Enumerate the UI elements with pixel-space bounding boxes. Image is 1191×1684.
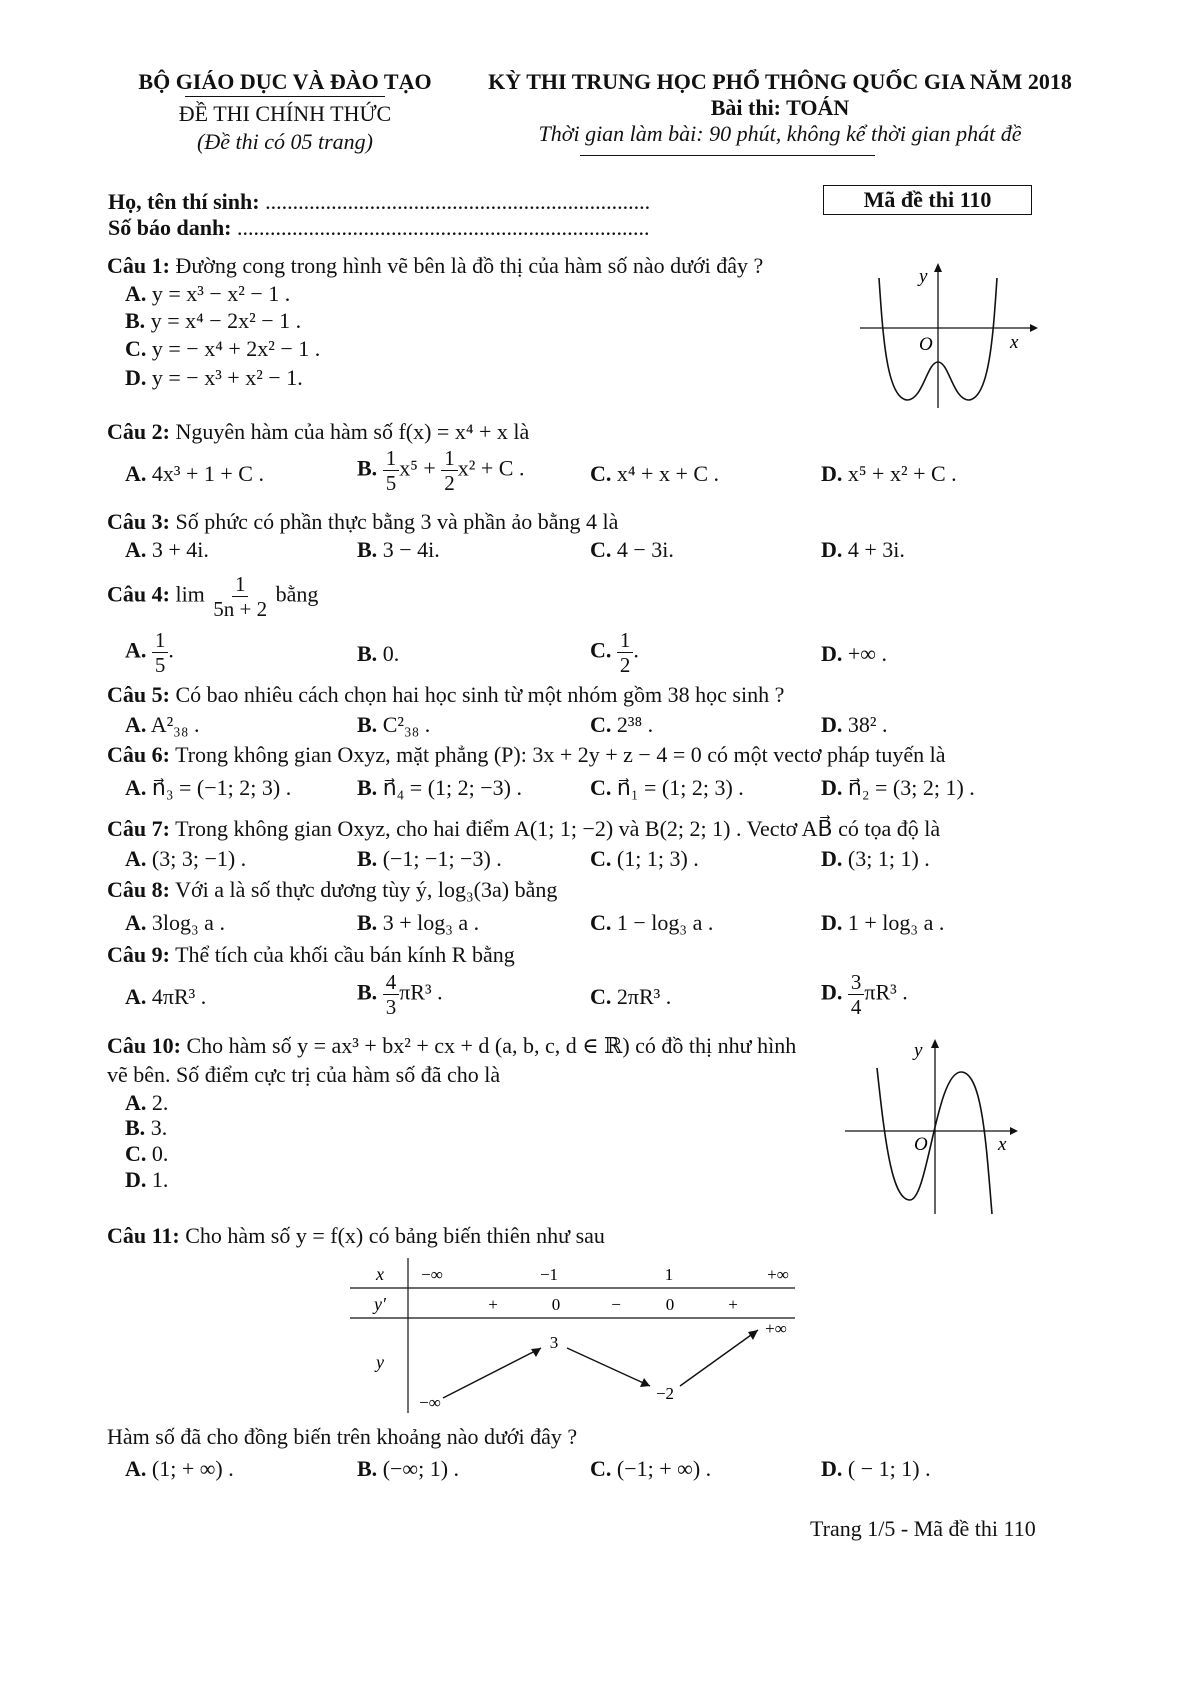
vtab-arrow-3	[680, 1330, 758, 1386]
page-footer: Trang 1/5 - Mã đề thi 110	[810, 1516, 1036, 1541]
q11-text: Cho hàm số y = f(x) có bảng biến thiên như sau	[185, 1223, 605, 1248]
q10-a-label: A.	[125, 1090, 147, 1115]
vtab-sign-0: +	[488, 1295, 498, 1314]
q5-b-label: B.	[357, 712, 378, 737]
q7-d-text: (3; 1; 1) .	[847, 846, 930, 871]
vtab-sign-2: −	[611, 1295, 621, 1314]
q9-stem	[107, 941, 515, 969]
ministry-underline	[185, 96, 385, 97]
q2-c-text: x⁴ + x + C .	[616, 461, 720, 486]
q4-option-b[interactable]	[357, 640, 399, 668]
official-label: ĐỀ THI CHÍNH THỨC	[178, 101, 392, 126]
vtab-arrowhead-3	[748, 1330, 758, 1340]
q4-option-c[interactable]	[590, 628, 639, 677]
q4-a-end: .	[168, 637, 174, 663]
q5-c-label: C.	[590, 712, 612, 737]
q9-option-d[interactable]	[821, 970, 908, 1019]
q1-option-c[interactable]	[125, 335, 320, 363]
q10-option-c[interactable]	[125, 1140, 168, 1168]
q4-stem	[107, 572, 318, 621]
candidate-id-line	[108, 214, 650, 242]
ministry-title: BỘ GIÁO DỤC VÀ ĐÀO TẠO	[138, 69, 432, 94]
q6-a-label: A.	[125, 775, 147, 800]
q6-label: Câu 6:	[107, 742, 170, 767]
q2-b-label: B.	[357, 455, 378, 481]
q1-graph	[855, 258, 1040, 413]
q2-option-b[interactable]	[357, 446, 524, 495]
q1-y-arrow	[934, 263, 942, 272]
q5-d-text: 38² .	[847, 712, 888, 737]
q11-option-c[interactable]	[590, 1455, 711, 1483]
q7-option-c[interactable]	[590, 845, 699, 873]
q7-c-label: C.	[590, 846, 612, 871]
q8-stem	[107, 876, 557, 904]
q1-b-label: B.	[125, 308, 146, 333]
q3-a-label: A.	[125, 537, 147, 562]
q7-option-a[interactable]	[125, 845, 246, 873]
q11-d-text: ( − 1; 1) .	[847, 1456, 931, 1481]
q4-option-a[interactable]	[125, 628, 174, 677]
q8-option-a[interactable]	[125, 909, 225, 937]
q1-d-label: D.	[125, 365, 147, 390]
vtab-sign-4: +	[728, 1295, 738, 1314]
q4-c-end: .	[633, 637, 639, 663]
q3-label: Câu 3:	[107, 509, 170, 534]
q4-a-label: A.	[125, 637, 147, 663]
q4-b-text: 0.	[382, 641, 400, 666]
q3-text: Số phức có phần thực bằng 3 và phần ảo bằng 4 là	[175, 509, 619, 534]
q2-a-text: 4x³ + 1 + C .	[151, 461, 264, 486]
q7-option-d[interactable]	[821, 845, 930, 873]
q10-graph	[840, 1032, 1030, 1217]
q3-option-d[interactable]	[821, 536, 905, 564]
candidate-id-dots: ...........................................................................	[237, 215, 650, 240]
q9-a-label: A.	[125, 984, 147, 1009]
q6-option-d[interactable]	[821, 774, 975, 802]
q9-c-text: 2πR³ .	[616, 984, 672, 1009]
q5-stem	[107, 681, 784, 709]
q5-text: Có bao nhiêu cách chọn hai học sinh từ một nhóm gồm 38 học sinh ?	[175, 682, 785, 707]
q10-a-text: 2.	[151, 1090, 169, 1115]
candidate-name-line	[108, 188, 650, 216]
q5-option-d[interactable]	[821, 711, 888, 739]
q11-question: Hàm số đã cho đồng biến trên khoảng nào dưới đây ?	[107, 1424, 578, 1449]
vtab-sign-1: 0	[551, 1295, 561, 1314]
q11-stem	[107, 1222, 605, 1250]
q5-a-text: A²₃₈ .	[150, 712, 200, 737]
q5-b-text: C²₃₈ .	[382, 712, 431, 737]
vtab-y-3: +∞	[765, 1319, 787, 1338]
q6-b-label: B.	[357, 775, 378, 800]
q2-text: Nguyên hàm của hàm số f(x) = x⁴ + x là	[175, 419, 530, 444]
q1-text: Đường cong trong hình vẽ bên là đồ thị của hàm số nào dưới đây ?	[175, 253, 764, 278]
q4-a-frac: $\frac{1}{5}$	[152, 628, 169, 677]
q9-option-c[interactable]	[590, 983, 671, 1011]
q10-label: Câu 10:	[107, 1033, 181, 1058]
q2-b-frac1: $\frac{1}{5}$	[383, 446, 400, 495]
candidate-name-label: Họ, tên thí sinh:	[108, 189, 260, 214]
q1-b-text: y = x⁴ − 2x² − 1 .	[150, 308, 302, 333]
q1-x-label: x	[1010, 332, 1019, 353]
q9-option-a[interactable]	[125, 983, 206, 1011]
q11-b-text: (−∞; 1) .	[382, 1456, 460, 1481]
q2-b-frac2: $\frac{1}{2}$	[441, 446, 458, 495]
q4-label: Câu 4:	[107, 581, 170, 607]
q2-d-label: D.	[821, 461, 843, 486]
q8-option-d[interactable]	[821, 909, 944, 937]
q8-c-label: C.	[590, 910, 612, 935]
exam-title: KỲ THI TRUNG HỌC PHỔ THÔNG QUỐC GIA NĂM 2018	[488, 69, 1072, 94]
q10-option-d[interactable]	[125, 1166, 168, 1194]
q5-c-text: 2³⁸ .	[616, 712, 654, 737]
page-count: (Đề thi có 05 trang)	[197, 129, 373, 154]
q4-b-label: B.	[357, 641, 378, 666]
exam-code-box: Mã đề thi 110	[823, 185, 1032, 215]
q3-option-a[interactable]	[125, 536, 209, 564]
q6-d-text: n⃗₂ = (3; 2; 1) .	[847, 775, 975, 800]
q10-y-label: y	[914, 1040, 923, 1061]
q7-d-label: D.	[821, 846, 843, 871]
q2-b-mid: x⁵ +	[399, 455, 436, 481]
q6-option-c[interactable]	[590, 774, 744, 802]
q9-d-label: D.	[821, 979, 843, 1005]
q2-option-a[interactable]	[125, 460, 264, 488]
q4-option-d[interactable]	[821, 640, 887, 668]
q1-a-label: A.	[125, 281, 147, 306]
q1-option-b[interactable]	[125, 307, 301, 335]
q1-label: Câu 1:	[107, 253, 170, 278]
q9-b-frac: $\frac{4}{3}$	[383, 970, 400, 1019]
q4-tail: bằng	[275, 581, 319, 607]
q10-y-arrow	[931, 1039, 939, 1048]
q8-a-text: 3log₃ a .	[151, 910, 225, 935]
q3-c-label: C.	[590, 537, 612, 562]
q6-c-label: C.	[590, 775, 612, 800]
q8-option-c[interactable]	[590, 909, 713, 937]
q11-d-label: D.	[821, 1456, 843, 1481]
q9-a-text: 4πR³ .	[151, 984, 207, 1009]
q3-b-label: B.	[357, 537, 378, 562]
q4-c-label: C.	[590, 637, 612, 663]
q11-a-text: (1; + ∞) .	[151, 1456, 234, 1481]
q6-option-b[interactable]	[357, 774, 522, 802]
q11-a-label: A.	[125, 1456, 147, 1481]
q8-b-text: 3 + log₃ a .	[382, 910, 480, 935]
q6-b-text: n⃗₄ = (1; 2; −3) .	[382, 775, 522, 800]
q4-lim: lim	[175, 581, 205, 607]
candidate-name-dots: ......................................................................	[265, 189, 651, 214]
q11-c-label: C.	[590, 1456, 612, 1481]
q1-option-a[interactable]	[125, 280, 290, 308]
q10-d-label: D.	[125, 1167, 147, 1192]
q2-b-end: x² + C .	[457, 455, 525, 481]
q10-c-label: C.	[125, 1141, 147, 1166]
q6-option-a[interactable]	[125, 774, 291, 802]
candidate-id-label: Số báo danh:	[108, 215, 232, 240]
q1-c-text: y = − x⁴ + 2x² − 1 .	[151, 336, 321, 361]
q7-b-text: (−1; −1; −3) .	[382, 846, 502, 871]
header-underline	[580, 155, 875, 156]
q9-c-label: C.	[590, 984, 612, 1009]
q1-option-d[interactable]	[125, 364, 303, 392]
q2-c-label: C.	[590, 461, 612, 486]
q2-option-d[interactable]	[821, 460, 957, 488]
q1-c-label: C.	[125, 336, 147, 361]
q7-b-label: B.	[357, 846, 378, 871]
q3-b-text: 3 − 4i.	[382, 537, 440, 562]
q4-c-frac: $\frac{1}{2}$	[617, 628, 634, 677]
q9-d-end: πR³ .	[864, 979, 908, 1005]
q1-y-label: y	[919, 266, 928, 287]
vtab-sign-3: 0	[665, 1295, 675, 1314]
q9-option-b[interactable]	[357, 970, 443, 1019]
vtab-dy-label: y′	[374, 1294, 386, 1314]
q10-d-text: 1.	[151, 1167, 169, 1192]
q5-a-label: A.	[125, 712, 147, 737]
q1-x-arrow	[1030, 324, 1038, 332]
q6-a-text: n⃗₃ = (−1; 2; 3) .	[151, 775, 292, 800]
q10-x-arrow	[1010, 1127, 1018, 1135]
q9-b-label: B.	[357, 979, 378, 1005]
q11-c-text: (−1; + ∞) .	[616, 1456, 712, 1481]
q1-stem	[107, 252, 763, 280]
q11-label: Câu 11:	[107, 1223, 180, 1248]
q11-option-b[interactable]	[357, 1455, 459, 1483]
q7-a-label: A.	[125, 846, 147, 871]
q7-c-text: (1; 1; 3) .	[616, 846, 699, 871]
q10-text-line2: vẽ bên. Số điểm cực trị của hàm số đã cho là	[107, 1062, 501, 1087]
q5-option-a[interactable]	[125, 711, 200, 739]
q6-stem	[107, 741, 946, 769]
q7-stem	[107, 815, 940, 843]
q2-a-label: A.	[125, 461, 147, 486]
vtab-y-1: 3	[549, 1333, 559, 1352]
q8-text: Với a là số thực dương tùy ý, log₃(3a) bằng	[175, 877, 558, 902]
q11-option-d[interactable]	[821, 1455, 931, 1483]
variation-table	[345, 1258, 800, 1416]
q8-d-text: 1 + log₃ a .	[847, 910, 945, 935]
q11-option-a[interactable]	[125, 1455, 234, 1483]
q6-d-label: D.	[821, 775, 843, 800]
q3-c-text: 4 − 3i.	[616, 537, 674, 562]
q10-c-text: 0.	[151, 1141, 169, 1166]
q3-a-text: 3 + 4i.	[151, 537, 209, 562]
q3-option-c[interactable]	[590, 536, 674, 564]
q10-option-b[interactable]	[125, 1114, 167, 1142]
q2-d-text: x⁵ + x² + C .	[847, 461, 957, 486]
vtab-y-0: −∞	[419, 1393, 441, 1412]
q9-b-end: πR³ .	[399, 979, 443, 1005]
q2-option-c[interactable]	[590, 460, 719, 488]
q10-text: Cho hàm số y = ax³ + bx² + cx + d (a, b, c, d ∈ ℝ) có đồ thị như hình	[186, 1033, 797, 1058]
q8-label: Câu 8:	[107, 877, 170, 902]
q8-a-label: A.	[125, 910, 147, 935]
q1-origin-label: O	[919, 334, 933, 355]
vtab-x-label: x	[376, 1264, 384, 1284]
q7-label: Câu 7:	[107, 816, 170, 841]
q10-origin-label: O	[914, 1134, 928, 1155]
q9-label: Câu 9:	[107, 942, 170, 967]
q3-option-b[interactable]	[357, 536, 440, 564]
q10-b-label: B.	[125, 1115, 146, 1140]
vtab-arrow-2	[567, 1348, 650, 1386]
vtab-x-2: 1	[664, 1265, 674, 1284]
q3-stem	[107, 508, 618, 536]
q10-x-label: x	[998, 1134, 1007, 1155]
q8-c-text: 1 − log₃ a .	[616, 910, 714, 935]
q7-a-text: (3; 3; −1) .	[151, 846, 247, 871]
q8-d-label: D.	[821, 910, 843, 935]
q11-b-label: B.	[357, 1456, 378, 1481]
vtab-x-1: −1	[539, 1265, 559, 1284]
vtab-x-0: −∞	[421, 1265, 443, 1284]
q9-d-frac: $\frac{3}{4}$	[848, 970, 865, 1019]
q5-d-label: D.	[821, 712, 843, 737]
q2-stem	[107, 418, 529, 446]
duration-label: Thời gian làm bài: 90 phút, không kể thời gian phát đề	[538, 121, 1022, 146]
q5-option-b[interactable]	[357, 711, 430, 739]
q4-fraction: $\frac{1}{5n + 2}$	[213, 572, 268, 621]
q3-d-text: 4 + 3i.	[847, 537, 905, 562]
q6-c-text: n⃗₁ = (1; 2; 3) .	[616, 775, 744, 800]
q7-text: Trong không gian Oxyz, cho hai điểm A(1; 1; −2) và B(2; 2; 1) . Vectơ AB⃗ có tọa độ là	[175, 816, 941, 841]
q2-label: Câu 2:	[107, 419, 170, 444]
vtab-y-label: y	[376, 1352, 384, 1372]
q5-option-c[interactable]	[590, 711, 653, 739]
subject-label: Bài thi: TOÁN	[710, 95, 850, 120]
q3-d-label: D.	[821, 537, 843, 562]
q5-label: Câu 5:	[107, 682, 170, 707]
q1-d-text: y = − x³ + x² − 1.	[151, 365, 303, 390]
q10-stem	[107, 1032, 796, 1060]
q6-text: Trong không gian Oxyz, mặt phẳng (P): 3x + 2y + z − 4 = 0 có một vectơ pháp tuyến là	[175, 742, 946, 767]
q7-option-b[interactable]	[357, 845, 502, 873]
vtab-y-2: −2	[655, 1384, 675, 1403]
vtab-arrow-1	[443, 1348, 541, 1398]
q10-b-text: 3.	[150, 1115, 168, 1140]
q9-text: Thể tích của khối cầu bán kính R bằng	[175, 942, 515, 967]
vtab-x-3: +∞	[767, 1265, 789, 1284]
q8-option-b[interactable]	[357, 909, 479, 937]
q10-option-a[interactable]	[125, 1089, 168, 1117]
q1-a-text: y = x³ − x² − 1 .	[151, 281, 291, 306]
q8-b-label: B.	[357, 910, 378, 935]
q4-d-text: +∞ .	[847, 641, 887, 666]
q4-d-label: D.	[821, 641, 843, 666]
